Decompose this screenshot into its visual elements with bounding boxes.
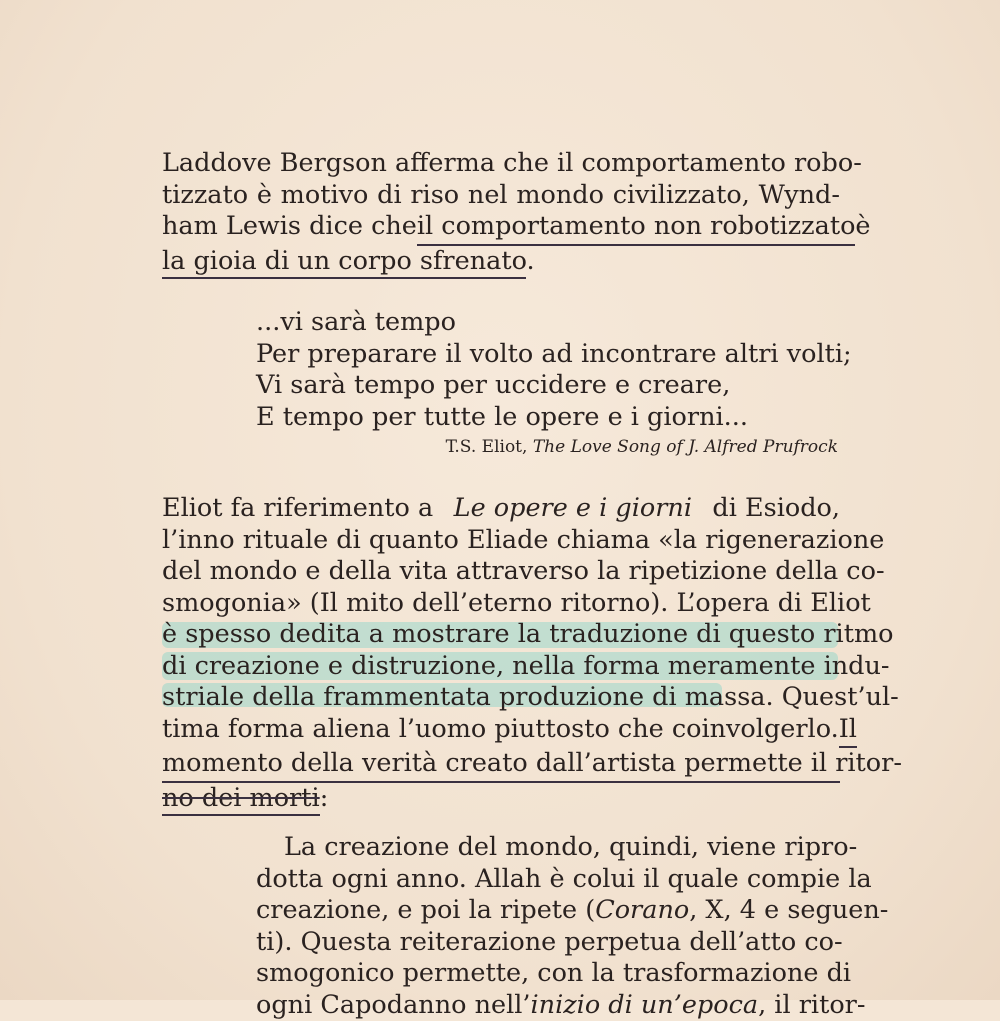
underlined-phrase-1: il comportamento non robotizzato [417, 211, 856, 246]
q-line-1: La creazione del mondo, quindi, viene ripro- [256, 832, 840, 864]
q-line-6-italic: inizio di un’epoca [531, 990, 759, 1020]
q-line-3 [256, 895, 840, 927]
credit-author: T.S. Eliot, [446, 437, 528, 457]
p2-line-1 [162, 493, 840, 525]
q-line-2: dotta ogni anno. Allah è colui il quale compie la [256, 864, 840, 896]
p1-line-3-start: ham Lewis dice che [162, 211, 417, 246]
q-line-6-a: ogni Capodanno nell’ [256, 990, 531, 1020]
underlined-phrase-5: no dei morti [162, 783, 320, 816]
q-line-6 [256, 990, 840, 1021]
p1-line-4-end: . [526, 246, 534, 276]
p2-line-2: l’inno rituale di quanto Eliade chiama «la rigenerazione [162, 525, 840, 557]
credit-work: The Love Song of J. Alfred Prufrock [533, 437, 838, 457]
p2-line-10-end: : [320, 783, 329, 813]
q-line-5: smogonico permette, con la trasformazione di [256, 958, 840, 990]
p2-line-4: smogonia» (Il mito dell’eterno ritorno). L’opera di Eliot [162, 588, 840, 620]
bleed-through [640, 4, 647, 34]
q-line-4: ti). Questa reiterazione perpetua dell’atto co- [256, 927, 840, 959]
p1-line-2: tizzato è motivo di riso nel mondo civilizzato, Wynd- [162, 180, 840, 212]
paragraph-bergson [162, 148, 840, 277]
p2-line-1-b: di Esiodo, [712, 493, 840, 525]
verse-credit [446, 437, 838, 457]
p1-line-4 [162, 246, 840, 278]
p2-line-8 [162, 714, 840, 749]
p2-line-3: del mondo e della vita attraverso la ripetizione della co- [162, 556, 840, 588]
p2-line-6: di creazione e distruzione, nella forma meramente indu- [162, 651, 840, 683]
verse-quote [256, 307, 852, 433]
underlined-phrase-2: la gioia di un corpo sfrenato [162, 246, 526, 279]
underlined-phrase-4: momento della verità creato dall’artista permette il ritor- [162, 748, 840, 783]
p2-line-1-a: Eliot fa riferimento a [162, 493, 433, 525]
p2-line-9 [162, 748, 840, 783]
p2-line-1-italic: Le opere e i giorni [454, 493, 692, 525]
p1-line-1: Laddove Bergson afferma che il comportamento robo- [162, 148, 840, 180]
paragraph-eliot [162, 493, 840, 814]
verse-line-3: Vi sarà tempo per uccidere e creare, [256, 370, 852, 402]
p2-line-7: striale della frammentata produzione di massa. Quest’ul- [162, 682, 840, 714]
p2-line-10 [162, 783, 840, 815]
p1-line-3 [162, 211, 840, 246]
p2-line-8-a: tima forma aliena l’uomo piuttosto che coinvolgerlo. [162, 714, 839, 749]
q-line-3-a: creazione, e poi la ripete ( [256, 895, 595, 925]
q-line-3-b: , X, 4 e seguen- [689, 895, 888, 925]
verse-line-1: ...vi sarà tempo [256, 307, 852, 339]
q-line-6-b: , il ritor- [758, 990, 865, 1020]
underlined-phrase-3: Il [839, 714, 857, 749]
p2-line-5: è spesso dedita a mostrare la traduzione di questo ritmo [162, 619, 840, 651]
verse-line-2: Per preparare il volto ad incontrare altri volti; [256, 339, 852, 371]
verse-line-4: E tempo per tutte le opere e i giorni... [256, 402, 852, 434]
q-line-3-wrap [256, 895, 888, 927]
block-quote-eliade [256, 832, 840, 1021]
q-line-3-italic: Corano [595, 895, 689, 925]
p1-line-3-end: è [855, 211, 870, 246]
